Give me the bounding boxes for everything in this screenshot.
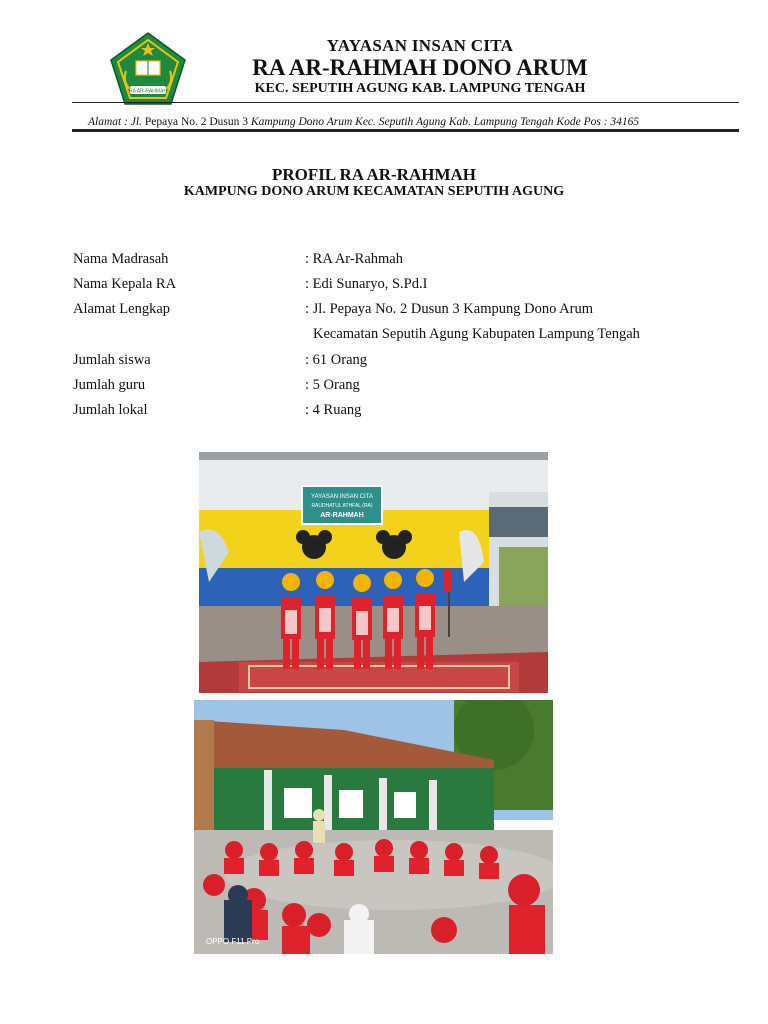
photo-students-outdoor [194, 700, 553, 954]
profile-row [73, 276, 427, 293]
row-value: : Jl. Pepaya No. 2 Dusun 3 Kampung Dono Arum [305, 301, 593, 317]
address-line [88, 116, 639, 128]
row-value: : Edi Sunaryo, S.Pd.I [305, 276, 428, 292]
banner-line-2: RAUDHATUL ATHFAL (RA) [311, 503, 373, 509]
photo-students-performance [199, 452, 548, 693]
profile-row [73, 402, 361, 419]
row-label: Alamat Lengkap [73, 301, 171, 317]
page-subtitle: KAMPUNG DONO ARUM KECAMATAN SEPUTIH AGUNG [183, 184, 565, 199]
row-label: Nama Madrasah [73, 251, 169, 267]
profile-row [73, 352, 367, 369]
row-value: : 61 Orang [305, 352, 368, 368]
header-divider-thick [72, 129, 739, 132]
address-rest: Kampung Dono Arum Kec. Seputih Agung Kab. Lampung Tengah Kode Pos : 34165 [248, 116, 640, 128]
profile-row [73, 251, 403, 268]
address-street: Pepaya No. 2 Dusun 3 [144, 116, 249, 128]
row-label: Jumlah siswa [73, 352, 151, 368]
school-logo [108, 31, 188, 106]
address-prefix: Alamat : Jl. [88, 116, 145, 128]
foundation-name: YAYASAN INSAN CITA [326, 36, 514, 55]
header-divider-thin [72, 102, 739, 103]
page-title: PROFIL RA AR-RAHMAH [272, 165, 476, 184]
row-label: Jumlah lokal [73, 402, 148, 418]
address-continuation: Kecamatan Seputih Agung Kabupaten Lampung Tengah [313, 326, 640, 342]
row-value: : 4 Ruang [305, 402, 362, 418]
row-label: Nama Kepala RA [73, 276, 177, 292]
row-value: : RA Ar-Rahmah [305, 251, 403, 267]
banner-line-3: AR-RAHMAH [320, 512, 364, 519]
row-label: Jumlah guru [73, 377, 146, 393]
profile-row [73, 377, 360, 394]
banner-line-1: YAYASAN INSAN CITA [311, 494, 373, 500]
logo-text: RA AR-RAHMAH [128, 88, 168, 95]
school-name: RA AR-RAHMAH DONO ARUM [252, 55, 588, 80]
profile-row [73, 301, 593, 318]
row-value: : 5 Orang [305, 377, 360, 393]
camera-watermark: OPPO F11 Pro [206, 937, 260, 946]
district-name: KEC. SEPUTIH AGUNG KAB. LAMPUNG TENGAH [254, 81, 586, 96]
